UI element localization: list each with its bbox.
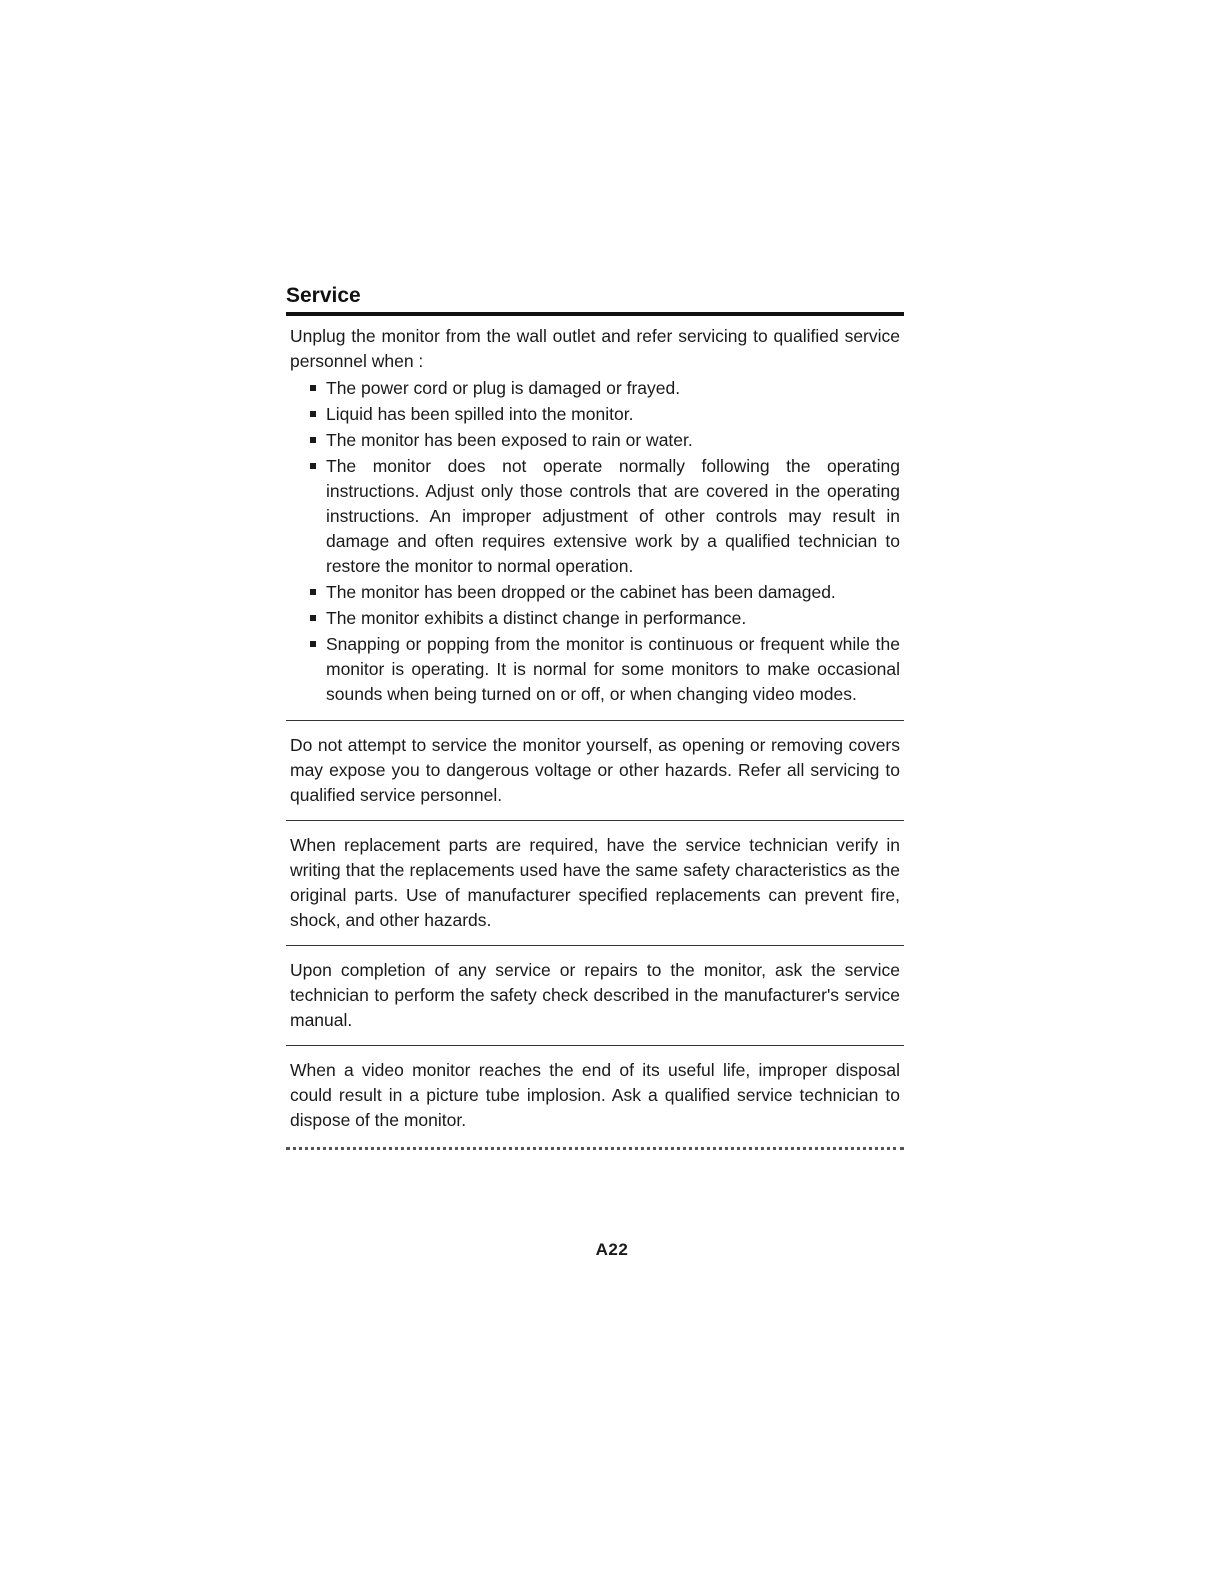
list-item xyxy=(290,606,900,631)
square-bullet-icon xyxy=(310,411,316,417)
intro-block xyxy=(286,316,904,716)
list-item-text: Snapping or popping from the monitor is continuous or frequent while the monitor is operating. It is normal for some monitors to make occasional sounds when being turned on or off, or when changing video modes. xyxy=(326,634,900,704)
square-bullet-icon xyxy=(310,385,316,391)
list-item-text: The monitor exhibits a distinct change in performance. xyxy=(326,608,747,628)
paragraph-disposal: When a video monitor reaches the end of its useful life, improper disposal could result in a picture tube implosion. Ask a qualified service technician to dispose of the monitor. xyxy=(290,1060,900,1130)
paragraph-self-service-warning: Do not attempt to service the monitor yourself, as opening or removing covers may expose you to dangerous voltage or other hazards. Refer all servicing to qualified service personnel. xyxy=(290,735,900,805)
list-item xyxy=(290,454,900,579)
list-item xyxy=(290,428,900,453)
list-item-text: The monitor has been exposed to rain or water. xyxy=(326,430,693,450)
divider xyxy=(286,945,904,946)
section-title: Service xyxy=(286,284,361,307)
list-item xyxy=(290,376,900,401)
page-number: A22 xyxy=(595,1240,629,1259)
divider xyxy=(286,1045,904,1046)
intro-text: Unplug the monitor from the wall outlet and refer servicing to qualified service personnel when : xyxy=(290,326,900,371)
list-item xyxy=(290,632,900,707)
list-item xyxy=(290,580,900,605)
square-bullet-icon xyxy=(310,589,316,595)
list-item-text: Liquid has been spilled into the monitor. xyxy=(326,404,634,424)
square-bullet-icon xyxy=(310,463,316,469)
paragraph-safety-check: Upon completion of any service or repairs to the monitor, ask the service technician to perform the safety check described in the manufacturer's service manual. xyxy=(290,960,900,1030)
square-bullet-icon xyxy=(310,615,316,621)
square-bullet-icon xyxy=(310,437,316,443)
paragraph-replacement-parts: When replacement parts are required, have the service technician verify in writing that the replacements used have the same safety characteristics as the original parts. Use of manufacturer specified replacements can prevent fire, shock, and other hazards. xyxy=(290,835,900,930)
divider xyxy=(286,820,904,821)
list-item xyxy=(290,402,900,427)
bottom-rule xyxy=(286,1147,904,1150)
list-item-text: The monitor has been dropped or the cabinet has been damaged. xyxy=(326,582,836,602)
service-conditions-list xyxy=(290,376,900,707)
list-item-text: The power cord or plug is damaged or frayed. xyxy=(326,378,681,398)
divider xyxy=(286,720,904,721)
service-section xyxy=(286,282,904,1150)
square-bullet-icon xyxy=(310,641,316,647)
list-item-text: The monitor does not operate normally following the operating instructions. Adjust only those controls that are covered in the operating instructions. An improper adjustment of other controls may result in damage and often requires extensive work by a qualified technician to restore the monitor to normal operation. xyxy=(326,456,900,576)
